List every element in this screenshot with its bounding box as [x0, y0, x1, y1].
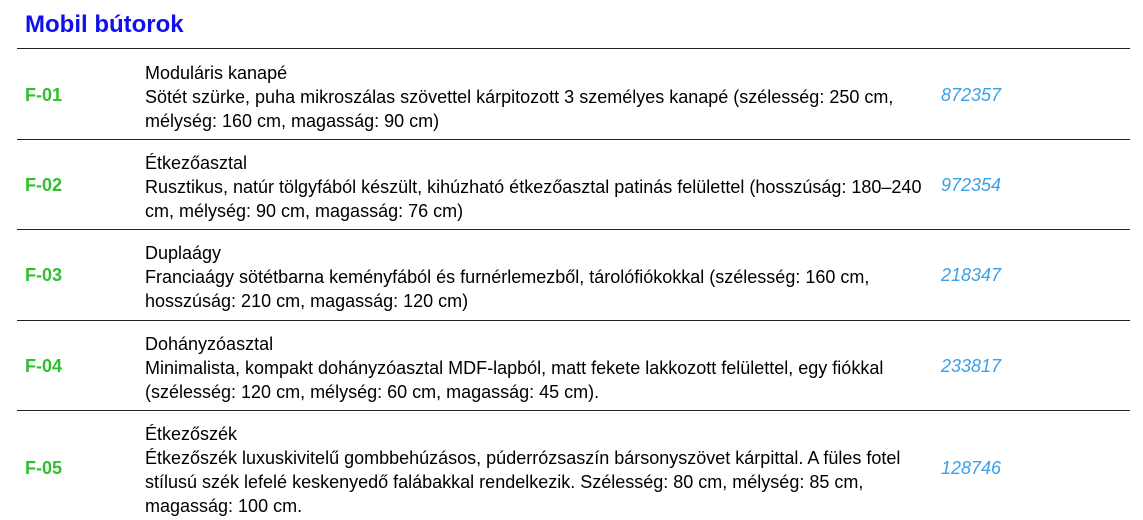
header-divider: [17, 48, 1130, 49]
item-description: [145, 151, 935, 223]
item-name: Étkezőasztal: [145, 153, 248, 173]
item-code: F-05: [25, 458, 63, 478]
row-divider: [17, 139, 1130, 140]
item-name: Étkezőszék: [145, 424, 238, 444]
item-code: F-02: [25, 175, 63, 195]
item-description: [145, 241, 935, 313]
page-title: Mobil bútorok: [25, 11, 184, 38]
item-text: Sötét szürke, puha mikroszálas szövettel kárpitozott 3 személyes kanapé (szélesség: 250 cm, mélység: 160 cm, magasság: 90 cm): [145, 87, 894, 131]
item-name: Dohányzóasztal: [145, 334, 274, 354]
list-item: [17, 332, 1130, 402]
item-code: F-01: [25, 85, 63, 105]
item-text: Étkezőszék luxuskivitelű gombbehúzásos, púderrózsaszín bársonyszövet kárpittal. A füles fotel stílusú szék lefelé keskenyedő falábakkal rendelkezik. Szélesség: 80 cm, mélység: 85 cm, magasság: 100 cm.: [145, 448, 901, 516]
item-text: Franciaágy sötétbarna keményfából és furnérlemezből, tárolófiókokkal (szélesség: 160 cm, hosszúság: 210 cm, magasság: 120 cm): [145, 267, 870, 311]
item-name: Duplaágy: [145, 243, 222, 263]
item-number: 128746: [941, 458, 1002, 478]
list-item: [17, 151, 1130, 221]
item-text: Minimalista, kompakt dohányzóasztal MDF-lapból, matt fekete lakkozott felülettel, egy fiókkal (szélesség: 120 cm, mélység: 60 cm, magasság: 45 cm).: [145, 358, 884, 402]
item-code: F-04: [25, 356, 63, 376]
item-text: Rusztikus, natúr tölgyfából készült, kihúzható étkezőasztal patinás felülettel (hosszúság: 180–240 cm, mélység: 90 cm, magasság: 76 cm): [145, 177, 922, 221]
item-number: 972354: [941, 175, 1002, 195]
list-item: [17, 61, 1130, 131]
list-item: [17, 422, 1130, 518]
row-divider: [17, 320, 1130, 321]
row-divider: [17, 410, 1130, 411]
list-item: [17, 241, 1130, 311]
item-number: 218347: [941, 265, 1002, 285]
item-name: Moduláris kanapé: [145, 63, 288, 83]
item-description: [145, 332, 935, 404]
item-number: 872357: [941, 85, 1002, 105]
item-code: F-03: [25, 265, 63, 285]
item-number: 233817: [941, 356, 1002, 376]
item-description: [145, 61, 935, 133]
row-divider: [17, 229, 1130, 230]
item-description: [145, 422, 935, 518]
